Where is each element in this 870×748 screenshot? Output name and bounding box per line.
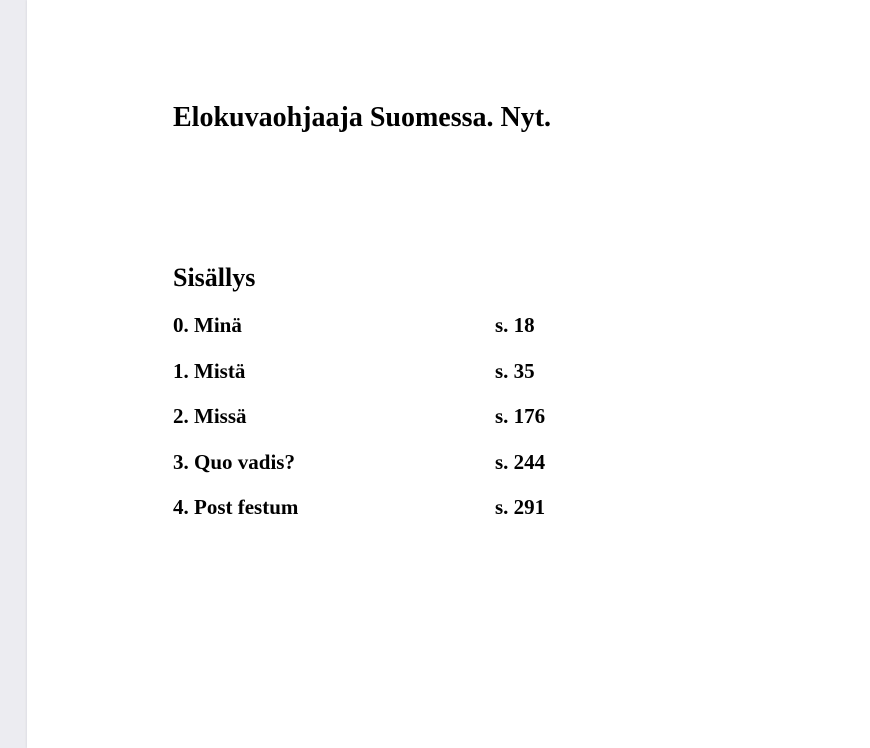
toc-entry-label: 3. Quo vadis? xyxy=(173,449,295,474)
toc-entry xyxy=(173,448,593,494)
toc-heading: Sisällys xyxy=(173,263,256,292)
toc-entry-label: 4. Post festum xyxy=(173,495,299,519)
table-of-contents xyxy=(173,311,593,539)
toc-entry xyxy=(173,311,593,357)
toc-entry xyxy=(173,357,593,403)
toc-entry-label: 2. Missä xyxy=(173,404,247,428)
toc-entry-page: s. 35 xyxy=(495,358,535,383)
document-page[interactable] xyxy=(27,0,870,748)
toc-entry-page: s. 18 xyxy=(495,313,535,337)
toc-entry-page: s. 291 xyxy=(495,495,546,519)
toc-entry-label: 0. Minä xyxy=(173,313,242,337)
document-title: Elokuvaohjaaja Suomessa. Nyt. xyxy=(173,102,552,133)
toc-entry xyxy=(173,493,593,539)
toc-entry-page: s. 244 xyxy=(495,449,546,474)
toc-entry xyxy=(173,402,593,448)
toc-entry-label: 1. Mistä xyxy=(173,358,246,383)
toc-entry-page: s. 176 xyxy=(495,404,546,428)
